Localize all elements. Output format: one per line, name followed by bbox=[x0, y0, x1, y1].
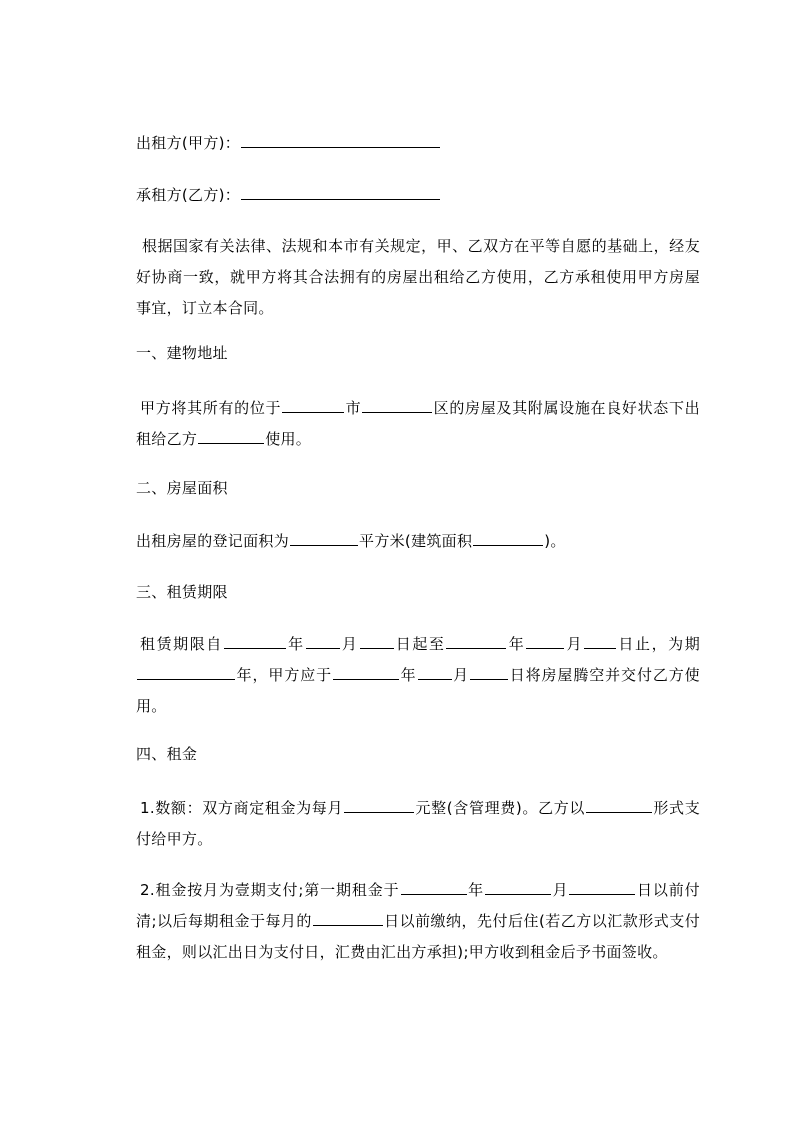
first-rent-day-blank[interactable] bbox=[569, 879, 635, 895]
sec1-text-c: 区的房屋及其附属设施在良好状态下出租给乙方 bbox=[136, 399, 700, 448]
sec3-year-3: 年 bbox=[400, 666, 417, 684]
start-day-blank[interactable] bbox=[360, 633, 394, 649]
sec4-1-text-b: 元整(含管理费)。乙方以 bbox=[415, 799, 586, 817]
lessee-label: 承租方(乙方)： bbox=[136, 186, 241, 204]
sec3-year-2: 年 bbox=[507, 635, 526, 653]
sec3-to: 日止， bbox=[617, 635, 669, 653]
sec3-month-3: 月 bbox=[452, 666, 470, 684]
sec3-from: 日起至 bbox=[394, 635, 446, 653]
start-year-blank[interactable] bbox=[224, 633, 286, 649]
sec2-text-a: 出租房屋的登记面积为 bbox=[136, 532, 290, 550]
sec4-2-text-c: 日以前缴纳，先付后住(若乙方以汇款形式支付租金，则以汇出日为支付日，汇费由汇出方承担);甲方收到租金后予书面签收。 bbox=[136, 912, 700, 961]
sec3-text-c: 年，甲方应于 bbox=[236, 666, 333, 684]
payment-form-blank[interactable] bbox=[586, 797, 652, 813]
sec4-2-year: 年 bbox=[467, 881, 485, 899]
vacate-year-blank[interactable] bbox=[333, 664, 399, 680]
section-4-item-1 bbox=[136, 793, 700, 855]
section-3-title: 三、租赁期限 bbox=[136, 583, 228, 601]
lessor-label: 出租方(甲方)： bbox=[136, 134, 241, 152]
section-4-item-2 bbox=[136, 875, 700, 968]
first-rent-year-blank[interactable] bbox=[401, 879, 467, 895]
section-1-paragraph bbox=[136, 393, 700, 455]
lessee-blank[interactable] bbox=[241, 184, 440, 200]
sec2-text-b: 平方米(建筑面积 bbox=[359, 532, 473, 550]
first-rent-month-blank[interactable] bbox=[485, 879, 551, 895]
sec4-2-month: 月 bbox=[552, 881, 569, 899]
lessor-blank[interactable] bbox=[241, 132, 440, 148]
lessee-line bbox=[136, 184, 700, 205]
monthly-rent-blank[interactable] bbox=[344, 797, 414, 813]
sec1-text-b: 市 bbox=[345, 399, 362, 417]
sec3-month-2: 月 bbox=[565, 635, 584, 653]
sec3-text-b: 为期 bbox=[668, 635, 701, 653]
vacate-month-blank[interactable] bbox=[418, 664, 452, 680]
vacate-day-blank[interactable] bbox=[470, 664, 508, 680]
sec3-text-a: 租赁期限自 bbox=[140, 635, 223, 653]
building-area-blank[interactable] bbox=[473, 530, 543, 546]
sec4-2-text-a: 2.租金按月为壹期支付;第一期租金于 bbox=[140, 881, 400, 899]
registered-area-blank[interactable] bbox=[290, 530, 358, 546]
sec3-year-1: 年 bbox=[286, 635, 305, 653]
end-year-blank[interactable] bbox=[446, 633, 506, 649]
city-blank[interactable] bbox=[282, 397, 344, 413]
start-month-blank[interactable] bbox=[306, 633, 340, 649]
sec2-text-c: )。 bbox=[544, 532, 566, 550]
section-2-line bbox=[136, 530, 700, 551]
sec4-1-text-c: 形式支付给甲方。 bbox=[136, 799, 701, 848]
sec4-2-text-b: 日以前付清;以后每期租金于每月的 bbox=[136, 881, 700, 930]
end-month-blank[interactable] bbox=[526, 633, 564, 649]
section-1-title: 一、建物地址 bbox=[136, 344, 228, 362]
sec3-month-1: 月 bbox=[340, 635, 359, 653]
sec1-text-d: 使用。 bbox=[265, 430, 312, 448]
sec3-text-d: 日将房屋腾空并交付乙方使用。 bbox=[136, 666, 700, 715]
preamble-paragraph: 根据国家有关法律、法规和本市有关规定，甲、乙双方在平等自愿的基础上，经友好协商一致，就甲方将其合法拥有的房屋出租给乙方使用，乙方承租使用甲方房屋事宜，订立本合同。 bbox=[136, 237, 700, 317]
lessee-use-blank[interactable] bbox=[198, 428, 264, 444]
end-day-blank[interactable] bbox=[584, 633, 616, 649]
section-4-title: 四、租金 bbox=[136, 745, 198, 763]
sec1-text-a: 甲方将其所有的位于 bbox=[140, 399, 282, 417]
sec4-1-text-a: 1.数额：双方商定租金为每月 bbox=[140, 799, 344, 817]
monthly-due-day-blank[interactable] bbox=[313, 910, 383, 926]
lessor-line bbox=[136, 132, 700, 153]
term-years-blank[interactable] bbox=[137, 664, 235, 680]
section-2-title: 二、房屋面积 bbox=[136, 479, 228, 497]
section-3-paragraph bbox=[136, 629, 700, 722]
district-blank[interactable] bbox=[362, 397, 432, 413]
